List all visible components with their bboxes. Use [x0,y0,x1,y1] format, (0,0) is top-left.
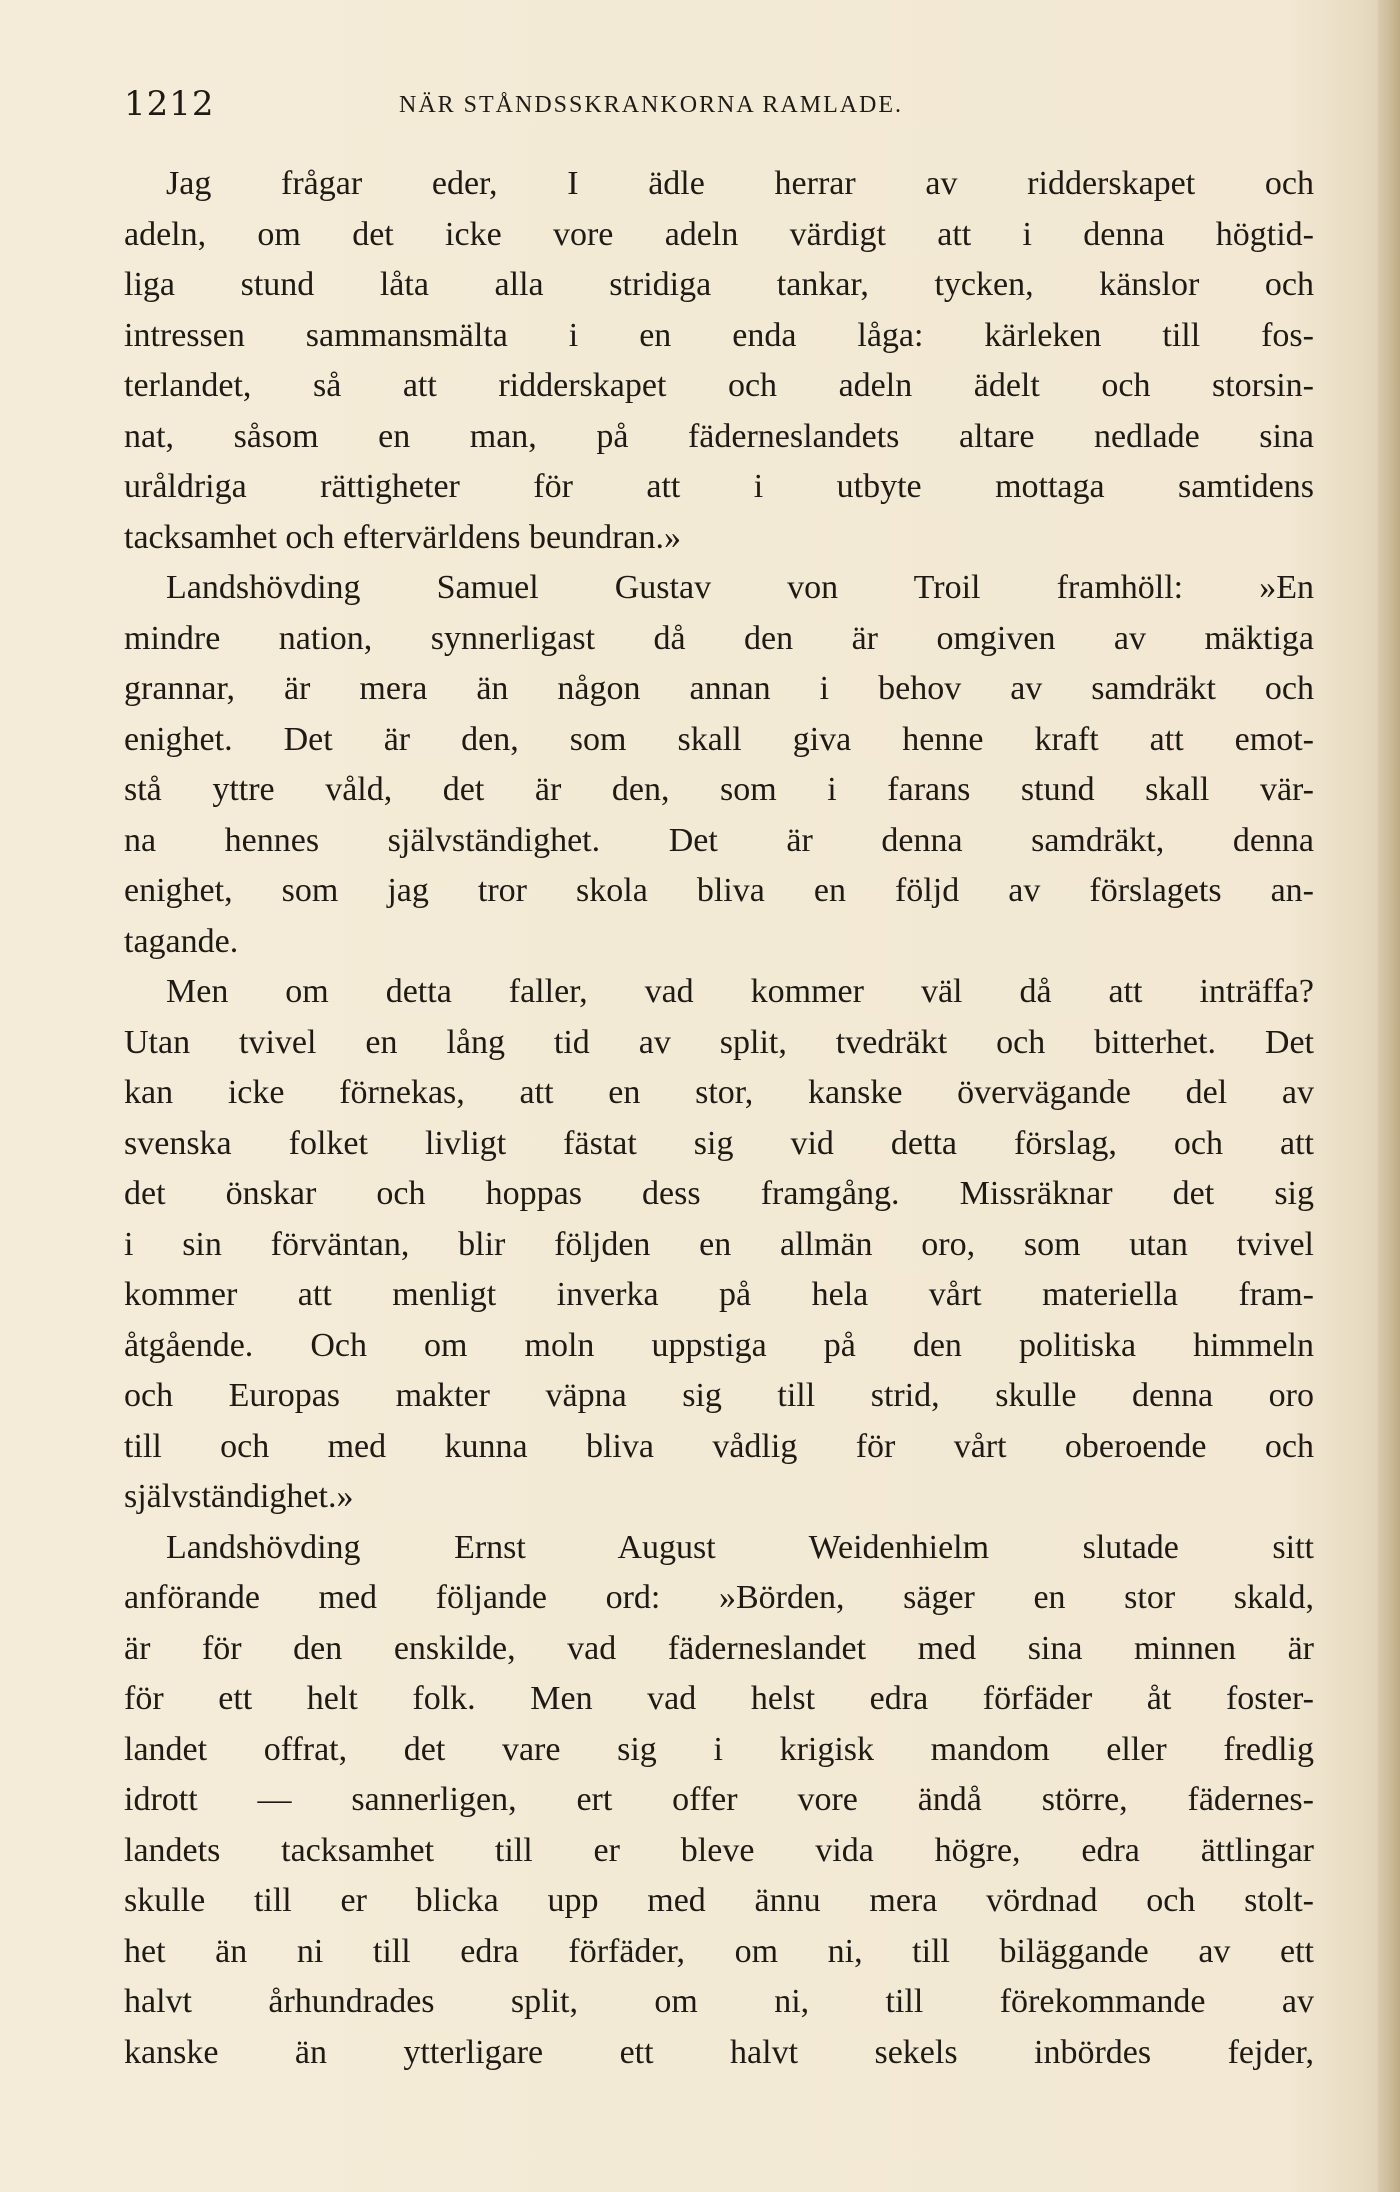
text-line-9: Landshövding Samuel Gustav von Troil framhöll: »En [166,569,1314,606]
text-line-14: na hennes självständighet. Det är denna samdräkt, denna [124,821,1314,859]
text-line-26: till och med kunna bliva vådlig för vårt oberoende och [124,1427,1314,1465]
text-line-18: Utan tvivel en lång tid av split, tvedräkt och bitterhet. Det [124,1023,1314,1061]
text-line-34: landets tacksamhet till er bleve vida högre, edra ättlingar [124,1831,1314,1869]
text-line-33: idrott — sannerligen, ert offer vore ändå större, fädernes- [124,1781,1314,1818]
text-line-36: het än ni till edra förfäder, om ni, till biläggande av ett [124,1932,1314,1970]
text-line-10: mindre nation, synnerligast då den är omgiven av mäktiga [124,619,1314,657]
text-line-19: kan icke förnekas, att en stor, kanske övervägande del av [124,1074,1314,1111]
body-text [124,159,1314,2078]
text-line-30: är för den enskilde, vad fäderneslandet med sina minnen är [124,1629,1314,1667]
page-edge [1378,0,1400,2192]
text-line-7: uråldriga rättigheter för att i utbyte mottaga samtidens [124,468,1314,505]
page-header [124,84,1318,124]
text-line-5: terlandet, så att ridderskapet och adeln ädelt och storsin- [124,367,1314,404]
text-line-16: tagande. [124,922,239,960]
text-line-6: nat, såsom en man, på fäderneslandets altare nedlade sina [124,417,1314,455]
text-line-11: grannar, är mera än någon annan i behov av samdräkt och [124,670,1314,707]
text-line-35: skulle till er blicka upp med ännu mera vördnad och stolt- [124,1882,1314,1919]
text-line-3: liga stund låta alla stridiga tankar, tycken, känslor och [124,266,1314,303]
text-line-4: intressen sammansmälta i en enda låga: kärleken till fos- [124,316,1314,354]
page-number: 1212 [124,84,215,124]
text-line-29: anförande med följande ord: »Börden, säger en stor skald, [124,1579,1314,1616]
text-line-24: åtgående. Och om moln uppstiga på den politiska himmeln [124,1326,1314,1364]
text-line-20: svenska folket livligt fästat sig vid detta förslag, och att [124,1124,1314,1162]
text-line-21: det önskar och hoppas dess framgång. Missräknar det sig [124,1175,1314,1212]
text-line-38: kanske än ytterligare ett halvt sekels inbördes fejder, [124,2033,1314,2071]
text-line-23: kommer att menligt inverka på hela vårt materiella fram- [124,1276,1314,1313]
text-line-32: landet offrat, det vare sig i krigisk mandom eller fredlig [124,1730,1314,1768]
text-line-28: Landshövding Ernst August Weidenhielm slutade sitt [166,1528,1314,1566]
text-line-8: tacksamhet och eftervärldens beundran.» [124,518,681,556]
running-title: NÄR STÅNDSSKRANKORNA RAMLADE. [399,92,904,118]
text-line-37: halvt århundrades split, om ni, till förekommande av [124,1983,1314,2020]
text-line-1: Jag frågar eder, I ädle herrar av ridderskapet och [166,165,1314,202]
text-line-27: självständighet.» [124,1478,354,1515]
text-line-31: för ett helt folk. Men vad helst edra förfäder åt foster- [124,1680,1314,1717]
text-line-22: i sin förväntan, blir följden en allmän oro, som utan tvivel [124,1225,1314,1263]
text-line-2: adeln, om det icke vore adeln värdigt att i denna högtid- [124,215,1314,253]
text-line-25: och Europas makter väpna sig till strid, skulle denna oro [124,1377,1314,1414]
text-line-17: Men om detta faller, vad kommer väl då att inträffa? [166,973,1314,1010]
text-line-13: stå yttre våld, det är den, som i farans stund skall vär- [124,771,1314,808]
text-line-15: enighet, som jag tror skola bliva en följd av förslagets an- [124,872,1314,909]
text-line-12: enighet. Det är den, som skall giva henne kraft att emot- [124,720,1314,758]
